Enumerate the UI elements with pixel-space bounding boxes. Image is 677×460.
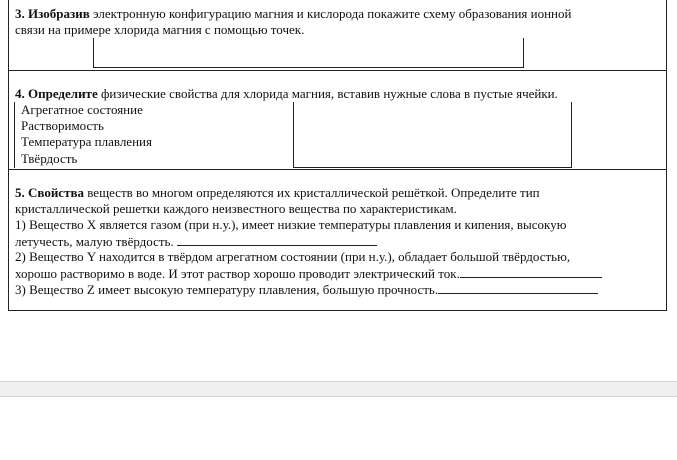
property-label: Растворимость	[15, 118, 294, 134]
item-z-line-1: 3) Вещество Z имеет высокую температуру плавления, большую прочность.	[15, 281, 598, 298]
item-y-line-2: хорошо растворимо в воде. И этот раствор хорошо проводит электрический ток.	[15, 265, 602, 282]
task-4-number: 4. Определите	[15, 86, 98, 101]
task-3-number: 3. Изобразив	[15, 6, 90, 21]
property-label: Твёрдость	[15, 151, 294, 168]
table-row	[15, 118, 572, 134]
table-row	[15, 134, 572, 150]
task-3-line-1: 3. Изобразив электронную конфигурацию магния и кислорода покажите схему образования ионной	[15, 6, 572, 21]
property-answer-cell[interactable]	[293, 118, 572, 134]
task-table	[8, 0, 667, 311]
property-answer-cell[interactable]	[293, 151, 572, 168]
item-x-answer-blank[interactable]	[177, 233, 377, 246]
property-label: Температура плавления	[15, 134, 294, 150]
task-5-section	[9, 169, 666, 310]
task-3-answer-box[interactable]	[93, 38, 524, 68]
property-label: Агрегатное состояние	[15, 102, 294, 118]
item-x-line-1: 1) Вещество X является газом (при н.у.), имеет низкие температуры плавления и кипения, высокую	[15, 217, 567, 232]
page-gap-divider	[0, 381, 677, 397]
property-answer-cell[interactable]	[293, 134, 572, 150]
item-x-line-2: летучесть, малую твёрдость.	[15, 233, 377, 250]
task-4-heading: 4. Определите физические свойства для хлорида магния, вставив нужные слова в пустые ячейки.	[15, 86, 558, 101]
task-3-section	[9, 0, 666, 71]
properties-table	[14, 102, 572, 168]
table-row	[15, 102, 572, 118]
task-5-number: 5. Свойства	[15, 185, 84, 200]
item-y-answer-blank[interactable]	[460, 265, 602, 278]
item-y-line-1: 2) Вещество Y находится в твёрдом агрегатном состоянии (при н.у.), обладает большой твёрдостью,	[15, 249, 571, 264]
task-3-line-2: связи на примере хлорида магния с помощью точек.	[15, 22, 305, 37]
property-answer-cell[interactable]	[293, 102, 572, 118]
task-5-line-1: 5. Свойства веществ во многом определяются их кристаллической решёткой. Определите тип	[15, 185, 540, 200]
task-5-line-2: кристаллической решетки каждого неизвестного вещества по характеристикам.	[15, 201, 457, 216]
item-z-answer-blank[interactable]	[438, 281, 598, 294]
task-4-section	[9, 70, 666, 170]
table-row	[15, 151, 572, 168]
